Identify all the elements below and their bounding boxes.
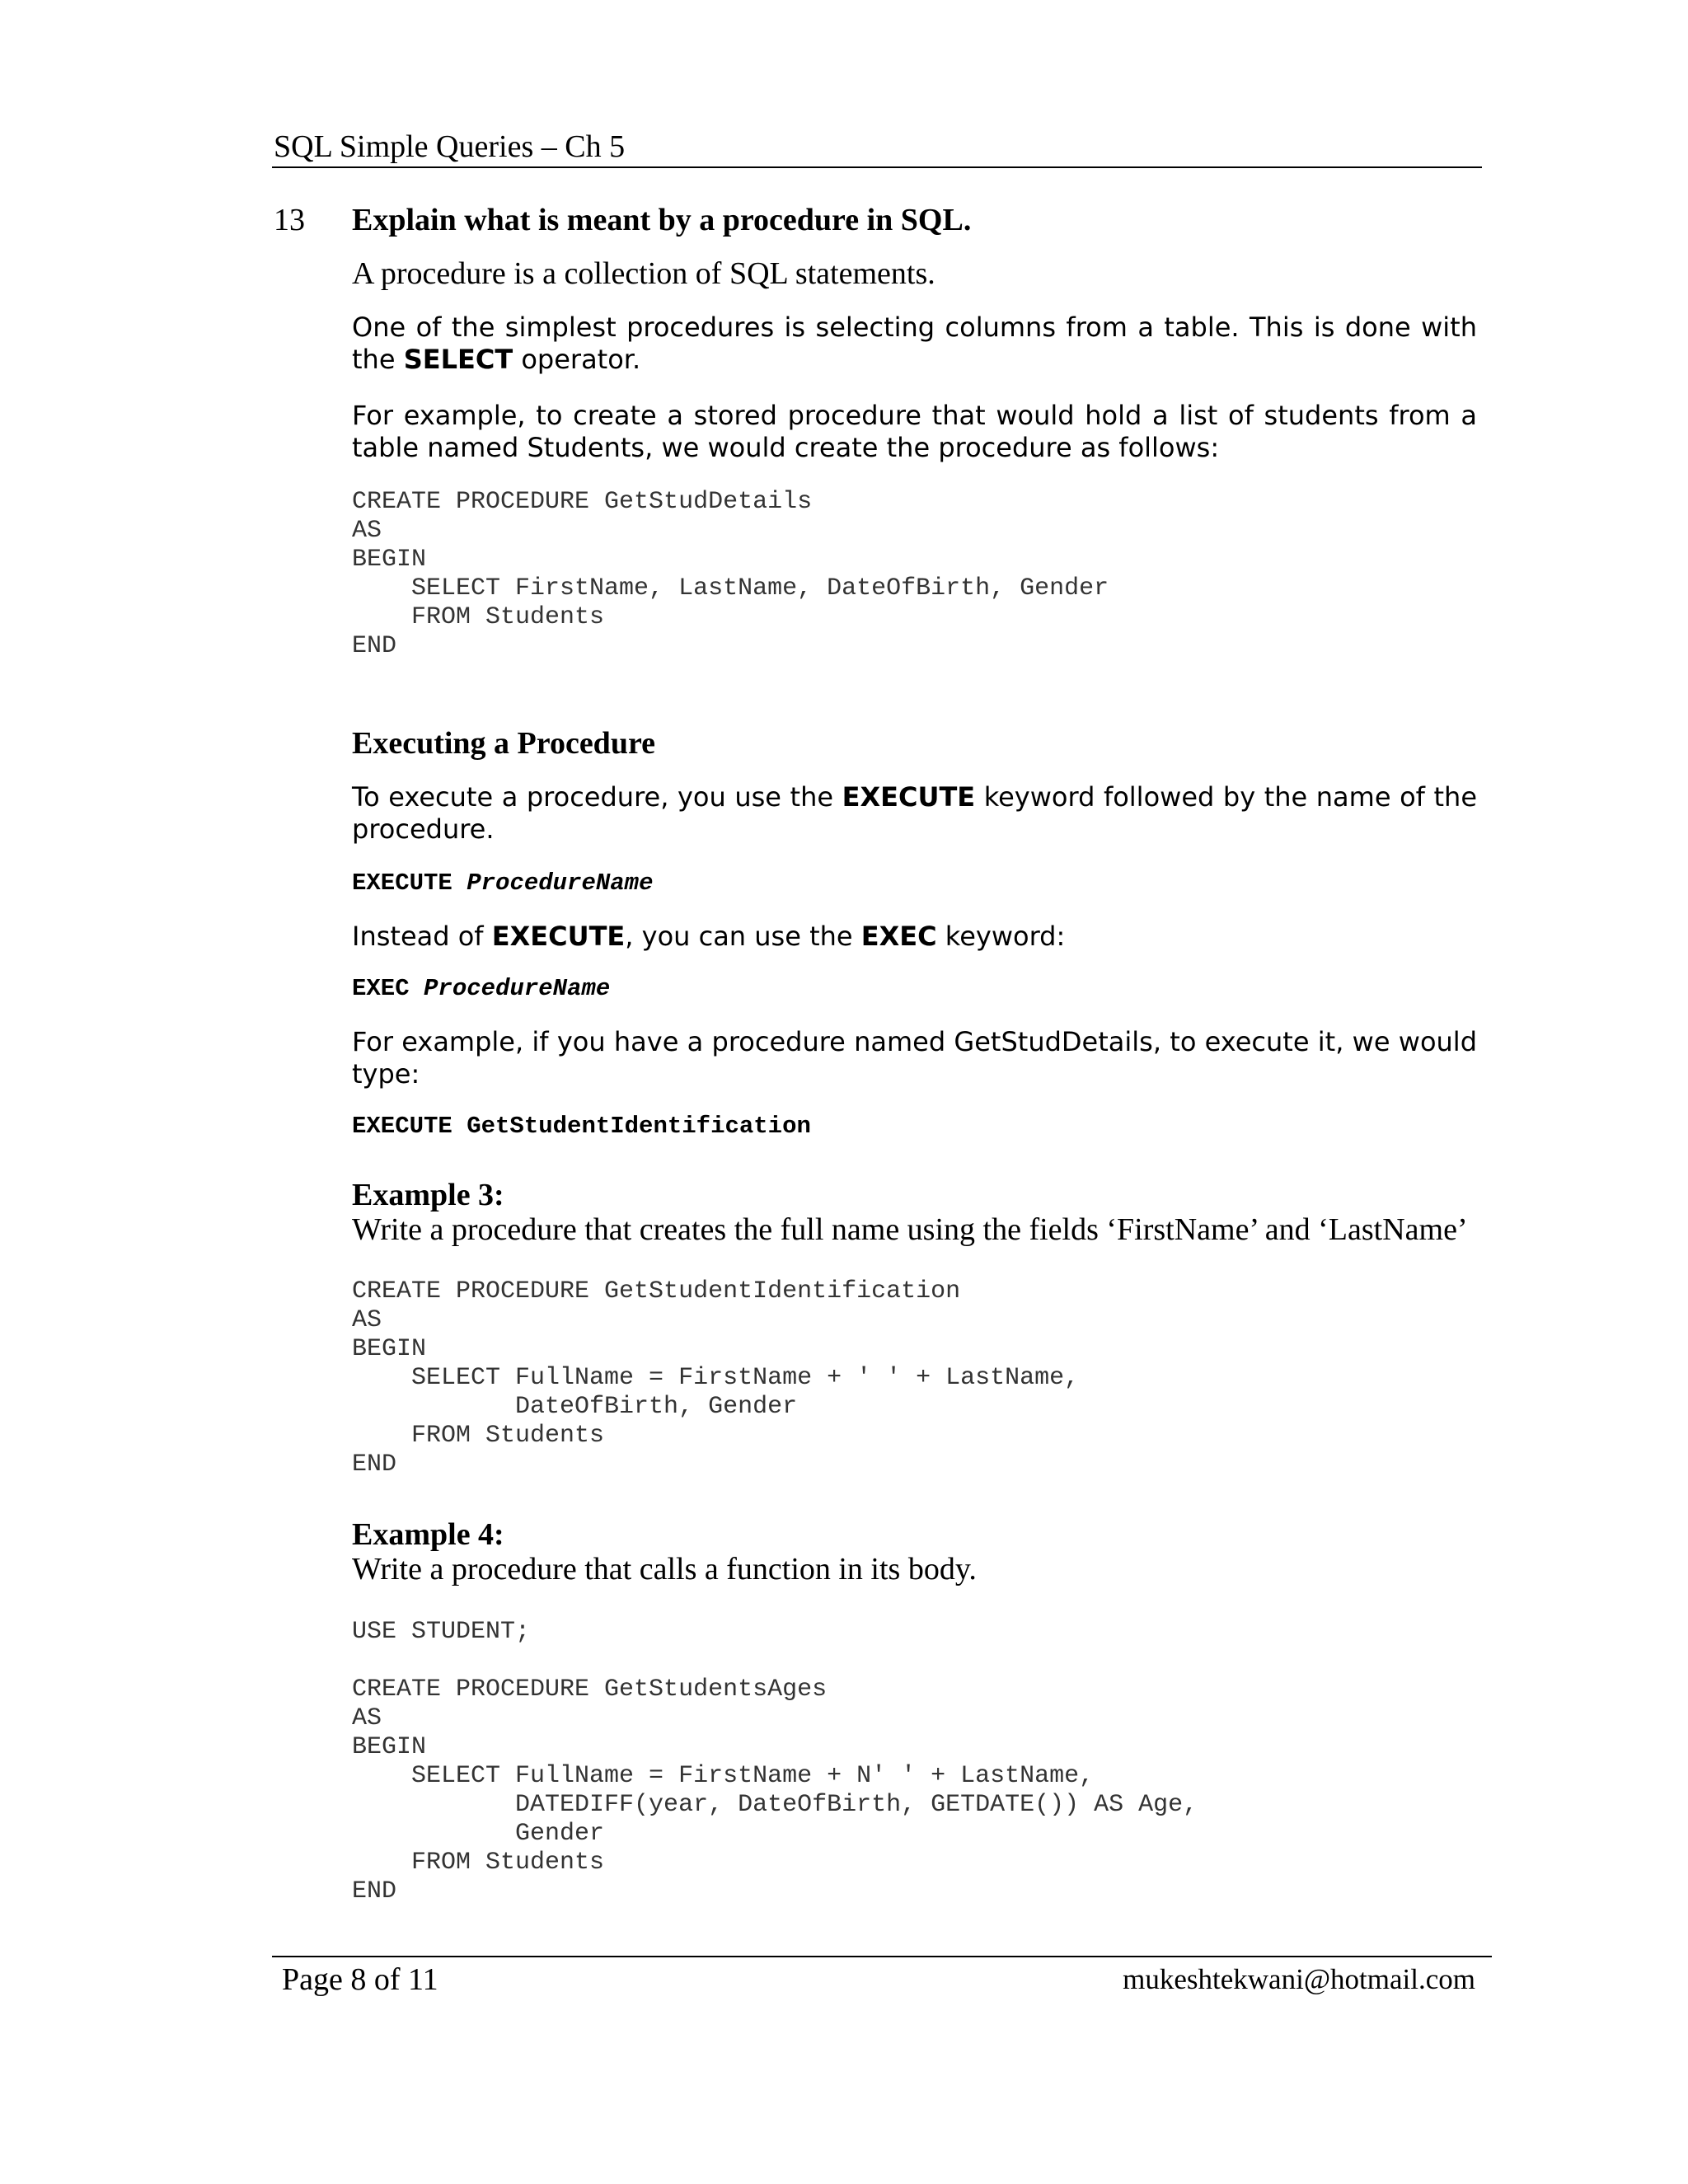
- example-4-heading: Example 4:: [352, 1517, 504, 1552]
- execute-paragraph-text: To execute a procedure, you use the: [352, 781, 842, 813]
- exec-paragraph-e: keyword:: [936, 921, 1066, 952]
- select-keyword: SELECT: [403, 344, 513, 375]
- select-paragraph-text: One of the simplest procedures is selecting columns from a table. This is done with the: [352, 312, 1477, 375]
- execute-keyword: EXECUTE: [842, 781, 976, 813]
- execute-paragraph-tail: keyword followed by the name of the procedure.: [352, 781, 1477, 845]
- code-block-getstuddetails: CREATE PROCEDURE GetStudDetails AS BEGIN SELECT FirstName, LastName, DateOfBirth, Gender FROM Students END: [352, 488, 1109, 660]
- exec-syntax-name: ProcedureName: [424, 975, 611, 1002]
- example-4-description: Write a procedure that calls a function in its body.: [352, 1552, 977, 1586]
- execute-example-paragraph: For example, if you have a procedure named GetStudDetails, to execute it, we would type:: [352, 1026, 1477, 1090]
- procedure-definition: A procedure is a collection of SQL statements.: [352, 256, 935, 291]
- exec-paragraph-c: , you can use the: [625, 921, 861, 952]
- select-paragraph: [352, 312, 1477, 376]
- execute-example-command: EXECUTE GetStudentIdentification: [352, 1113, 811, 1140]
- example-3-heading: Example 3:: [352, 1178, 504, 1212]
- exec-paragraph: [352, 921, 1477, 953]
- execute-syntax-name: ProcedureName: [467, 869, 654, 897]
- section-heading-executing: Executing a Procedure: [352, 726, 655, 761]
- example-3-description: Write a procedure that creates the full name using the fields ‘FirstName’ and ‘LastName’: [352, 1212, 1468, 1247]
- exec-syntax-keyword: EXEC: [352, 975, 410, 1002]
- page-number: Page 8 of 11: [282, 1962, 438, 1997]
- execute-syntax-keyword: EXECUTE: [352, 869, 452, 897]
- stored-procedure-paragraph: For example, to create a stored procedure that would hold a list of students from a table named Students, we would create the procedure as follows:: [352, 400, 1477, 463]
- select-paragraph-tail: operator.: [513, 344, 641, 375]
- code-block-getstudentidentification: CREATE PROCEDURE GetStudentIdentification AS BEGIN SELECT FullName = FirstName + ' ' + LastName, DateOfBirth, Gender FROM Students END: [352, 1277, 1080, 1479]
- exec-paragraph-a: Instead of: [352, 921, 492, 952]
- exec-paragraph-exec: EXEC: [860, 921, 937, 952]
- execute-paragraph: [352, 781, 1477, 846]
- execute-syntax: [352, 869, 653, 897]
- exec-paragraph-execute: EXECUTE: [491, 921, 626, 952]
- author-email: mukeshtekwani@hotmail.com: [1123, 1963, 1475, 1995]
- page-header-title: SQL Simple Queries – Ch 5: [274, 129, 626, 164]
- code-block-getstudentsages: USE STUDENT; CREATE PROCEDURE GetStudentsAges AS BEGIN SELECT FullName = FirstName + N' ' + LastName, DATEDIFF(year, DateOfBirth, GETDATE()) AS Age, Gender FROM Students END: [352, 1618, 1198, 1905]
- question-number: 13: [274, 203, 305, 237]
- footer-divider: [272, 1956, 1492, 1957]
- header-divider: [272, 166, 1482, 168]
- exec-syntax: [352, 975, 610, 1002]
- question-title: Explain what is meant by a procedure in SQL.: [352, 203, 972, 237]
